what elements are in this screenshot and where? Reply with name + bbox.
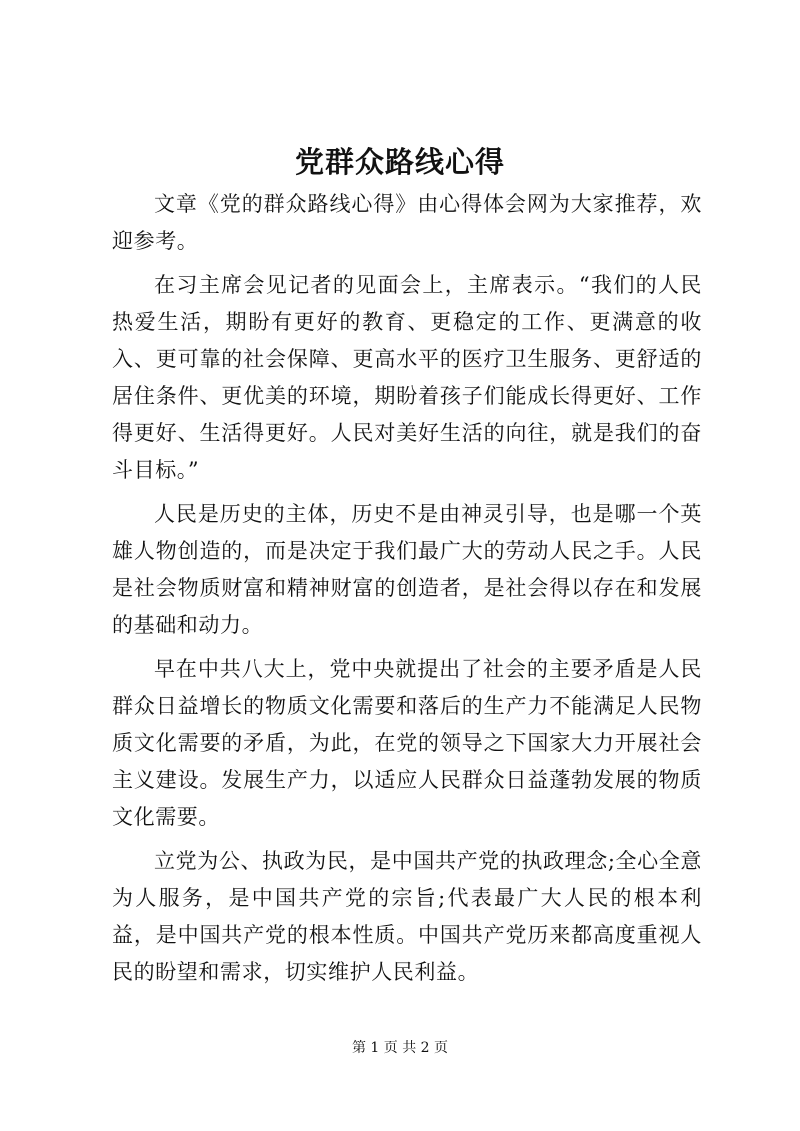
page-footer: 第 1 页 共 2 页 [351, 1040, 449, 1056]
document-title: 党群众路线心得 [294, 145, 505, 179]
paragraph: 文章《党的群众路线心得》由心得体会网为大家推荐，欢迎参考。 [112, 192, 702, 253]
paragraph: 立党为公、执政为民，是中国共产党的执政理念;全心全意为人服务，是中国共产党的宗旨;代表最广大人民的根本利益，是中国共产党的根本性质。中国共产党历来都高度重视人民的盼望和需求，切实维护人民利益。 [112, 849, 702, 984]
document-body [112, 186, 702, 998]
paragraph: 人民是历史的主体，历史不是由神灵引导，也是哪一个英雄人物创造的，而是决定于我们最广大的劳动人民之手。人民是社会物质财富和精神财富的创造者，是社会得以存在和发展的基础和动力。 [112, 502, 702, 637]
paragraph: 在习主席会见记者的见面会上，主席表示。“我们的人民热爱生活，期盼有更好的教育、更稳定的工作、更满意的收入、更可靠的社会保障、更高水平的医疗卫生服务、更舒适的居住条件、更优美的环境，期盼着孩子们能成长得更好、工作得更好、生活得更好。人民对美好生活的向往，就是我们的奋斗目标。” [112, 273, 702, 482]
paragraph: 早在中共八大上，党中央就提出了社会的主要矛盾是人民群众日益增长的物质文化需要和落后的生产力不能满足人民物质文化需要的矛盾，为此，在党的领导之下国家大力开展社会主义建设。发展生产力，以适应人民群众日益蓬勃发展的物质文化需要。 [112, 657, 702, 829]
